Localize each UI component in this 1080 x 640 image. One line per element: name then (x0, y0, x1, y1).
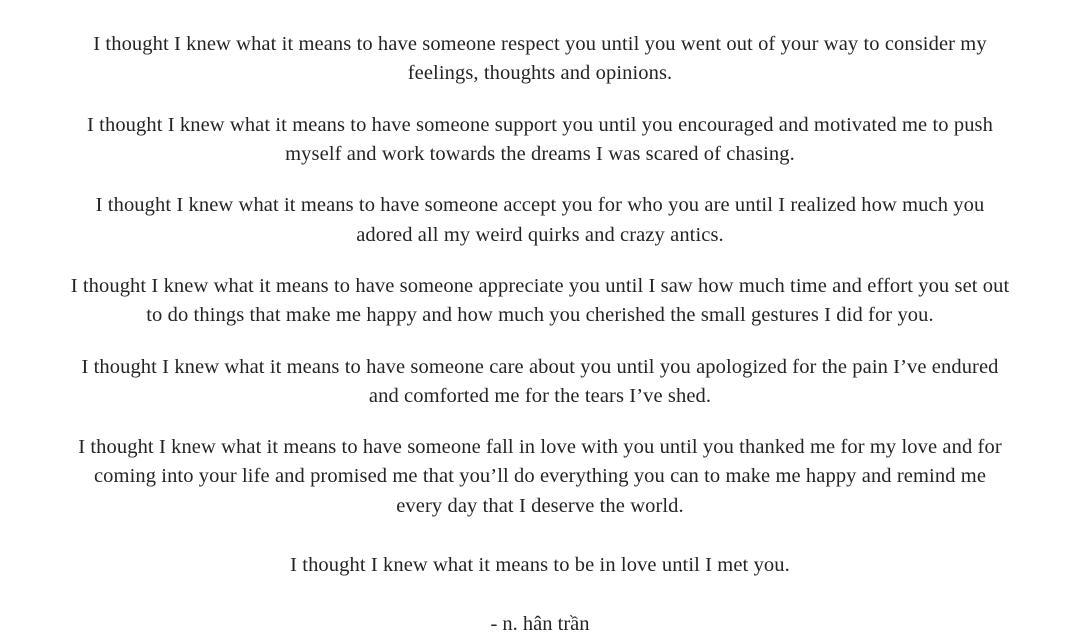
poem-stanza: I thought I knew what it means to have someone appreciate you until I saw how much time and effort you set out to do things that make me happy and how much you cherished the small gestures I did for you. (70, 274, 1010, 327)
poem-container (70, 0, 1010, 640)
poem-stanza: I thought I knew what it means to have someone support you until you encouraged and motivated me to push myself and work towards the dreams I was scared of chasing. (87, 113, 993, 165)
poem-stanza: I thought I knew what it means to have someone accept you for who you are until I realized how much you adored all my weird quirks and crazy antics. (95, 194, 985, 246)
poem-stanza: I thought I knew what it means to have someone fall in love with you until you thanked me for my love and for coming into your life and promised me that you’ll do everything you can to make me happy and remind me every day that I deserve the world. (78, 436, 1002, 517)
poem-closing-line: I thought I knew what it means to be in love until I met you. (290, 554, 790, 577)
poem-attribution: - n. hân trần (490, 613, 590, 636)
poem-stanza: I thought I knew what it means to have someone care about you until you apologized for the pain I’ve endured and comforted me for the tears I’ve shed. (81, 355, 999, 407)
poem-stanza: I thought I knew what it means to have someone respect you until you went out of your way to consider my feelings, thoughts and opinions. (93, 33, 987, 85)
